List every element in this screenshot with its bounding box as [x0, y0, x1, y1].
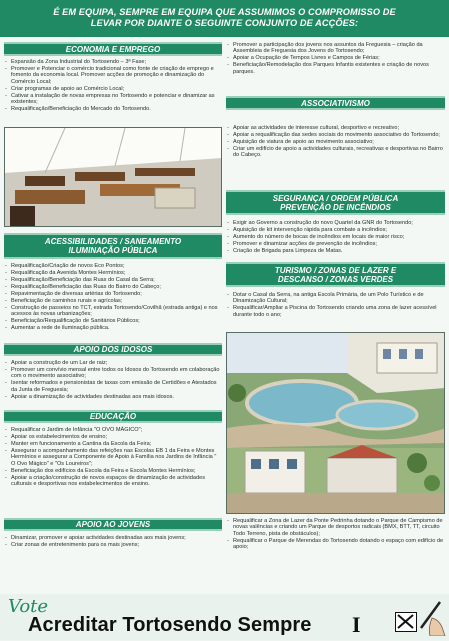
seguranca-list [226, 220, 445, 255]
list-item: - Promover e dinamizar acções de prevenção de incêndios; [226, 241, 445, 247]
section-title-line: SEGURANÇA / ORDEM PÚBLICA [272, 193, 399, 203]
list-item: - Requalificar o Parque de Merendas do Tortosendo dotando o espaço com edifício de apoio; [226, 538, 445, 551]
header-line-2: LEVAR POR DIANTE O SEGUINTE CONJUNTO DE ACÇÕES: [90, 18, 359, 28]
jovens-list [4, 535, 222, 549]
section-title-economia: ECONOMIA E EMPREGO [4, 42, 222, 56]
list-item: - Requalificação/Beneficiação do Mercado do Tortosendo. [4, 106, 222, 112]
list-item: - Promover e Potenciar o comércio tradicional como fonte de criação de emprego e fomento da economia local. Promover acções de promoção e dinamização do Comércio Local; [4, 66, 222, 85]
list-item: - Promover um convívio mensal entre todos os Idosos do Tortosendo em colaboração com o movimento associativo; [4, 367, 222, 380]
list-item: - Apoiar a requalificação das sedes sociais do movimento associativo do Tortosendo; [226, 132, 445, 138]
section-title-line: ACESSIBILIDADES / SANEAMENTO [44, 237, 182, 246]
list-item: - Aquisição de kit intervenção rápida para combate a incêndios; [226, 227, 445, 233]
vote-script-label: Vote [8, 596, 49, 617]
section-title-jovens: APOIO AO JOVENS [4, 518, 222, 531]
list-item: - Apoiar a construção de um Lar de raiz; [4, 360, 222, 366]
list-item: - Repavimentação de diversas artérias do Tortosendo; [4, 291, 222, 297]
jovens-continued-list [226, 42, 445, 76]
list-item: - Criar um edifício de apoio a actividades culturais, recreativas e desportivas no Bairro do Cabeço. [226, 146, 445, 159]
section-title-line: TURISMO / ZONAS DE LAZER E [274, 265, 397, 275]
section-title-turismo [226, 262, 445, 287]
section-title-acessibilidades [4, 233, 222, 259]
section-title-line: DESCANSO / ZONAS VERDES [277, 274, 394, 284]
list-item: - Requalificar a Zona de Lazer da Ponte Pedrinha dotando o Parque de Campismo de novas valências e criando um Parque de desportos radicais (BMX, BTT, TT, circuito Todo Terreno, pista de obstáculos); [226, 518, 445, 537]
header-line-1: É EM EQUIPA, SEMPRE EM EQUIPA QUE ASSUMIMOS O COMPROMISSO DE [53, 7, 396, 17]
list-item: - Exigir ao Governo a construção do novo Quartel da GNR do Tortosendo; [226, 220, 445, 226]
list-item: - Beneficiação/Remodelação dos Parques Infantis existentes e criação de novos parques. [226, 62, 445, 75]
list-letter: I [352, 612, 361, 637]
list-item: - Requalificação/Beneficiação das Ruas do Casal da Serra; [4, 277, 222, 283]
list-item: - Assegurar o acompanhamento das refeições nas Escolas EB 1 da Feira e Montes Hermínios e assegurar a Componente de Apoio à Família nos Jardins de Infância " O Ovo Mágico" e "Os Loureiros"; [4, 448, 222, 467]
list-item: - Expansão da Zona Industrial do Tortosendo – 3ª Fase; [4, 59, 222, 65]
list-item: - Isentar reformados e pensionistas de taxas com emissão de Certidões e Atestados da Junta de Freguesia; [4, 380, 222, 393]
list-item: - Aquisição de viatura de apoio ao movimento associativo; [226, 139, 445, 145]
section-title-idosos: APOIO DOS IDOSOS [4, 343, 222, 356]
list-item: - Construção de passeios no TCT, estrada Tortosendo/Covilhã (estrada antiga) e nos acessos às novas urbanizações; [4, 305, 222, 318]
list-item: - Criar programas de apoio ao Comércio Local; [4, 86, 222, 92]
list-item: - Apoiar as actividades de interesse cultural, desportivo e recreativo; [226, 125, 445, 131]
pen-hand-icon [418, 598, 446, 636]
economia-list [4, 59, 222, 113]
list-item: - Beneficiação dos edifícios da Escola da Feira e Escola Montes Hermínios; [4, 468, 222, 474]
ballot-checkbox-icon [395, 612, 417, 632]
list-item: - Beneficiação/Requalificação de Sanitários Públicos; [4, 318, 222, 324]
section-title-line: PREVENÇÃO DE INCÊNDIOS [280, 202, 391, 212]
list-item: - Dotar o Casal da Serra, na antiga Escola Primária, de um Polo Turístico e de Dinamização Cultural; [226, 292, 445, 305]
section-title-line: ILUMINAÇÃO PÚBLICA [68, 246, 158, 255]
turismo-list-continued [226, 518, 445, 551]
section-title-seguranca [226, 190, 445, 215]
list-item: - Aumento do número de bocas de incêndios em locais de maior risco; [226, 234, 445, 240]
list-item: - Cativar a instalação de novas empresas no Tortosendo e potenciar e dinamizar as existentes; [4, 93, 222, 106]
section-title-educacao: EDUCAÇÃO [4, 410, 222, 423]
list-item: - Requalificar/Ampliar a Piscina do Tortosendo criando uma zona de lazer acessível durante todo o ano; [226, 305, 445, 318]
idosos-list [4, 360, 222, 401]
section-title-associativismo: ASSOCIATIVISMO [226, 96, 445, 110]
left-column [4, 40, 222, 590]
list-item: - Apoiar a criação/construção de novos espaços de dinamização de actividades culturais e desportivas nos estabelecimentos de ensino. [4, 475, 222, 488]
list-item: - Apoiar os estabelecimentos de ensino; [4, 434, 222, 440]
turismo-list [226, 292, 445, 319]
list-item: - Apoiar a Ocupação de Tempos Livres e Campos de Férias; [226, 55, 445, 61]
market-interior-photo [4, 127, 222, 227]
educacao-list [4, 427, 222, 488]
list-item: - Apoiar a dinamização de actividades destinadas aos mais idosos. [4, 394, 222, 400]
list-item: - Criar zonas de entretenimento para os mais jovens; [4, 542, 222, 548]
list-item: - Requalificação da Avenida Montes Hermínios; [4, 270, 222, 276]
list-item: - Dinamizar, promover e apoiar actividades destinadas aos mais jovens; [4, 535, 222, 541]
right-column [226, 40, 445, 590]
acessibilidades-list [4, 263, 222, 332]
list-item: - Criação de Brigada para Limpeza de Matas. [226, 248, 445, 254]
list-item: - Requalificação/Criação de novos Eco Pontos; [4, 263, 222, 269]
pool-and-park-render-photo [226, 332, 445, 514]
list-item: - Beneficiação de caminhos rurais e agrícolas; [4, 298, 222, 304]
list-item: - Requalificação/Beneficiação das Ruas do Bairro do Cabeço; [4, 284, 222, 290]
list-item: - Requalificar o Jardim de Infância "O OVO MÁGICO"; [4, 427, 222, 433]
list-item: - Promover a participação dos jovens nos assuntos da Freguesia – criação da Assembleia de Freguesia dos Jovens do Tortosendo; [226, 42, 445, 55]
list-item: - Manter em funcionamento a Cantina da Escola da Feira; [4, 441, 222, 447]
list-item: - Aumentar a rede de iluminação pública. [4, 325, 222, 331]
page-header [0, 0, 449, 37]
associativismo-list [226, 125, 445, 159]
campaign-slogan: Acreditar Tortosendo Sempre [28, 614, 312, 636]
